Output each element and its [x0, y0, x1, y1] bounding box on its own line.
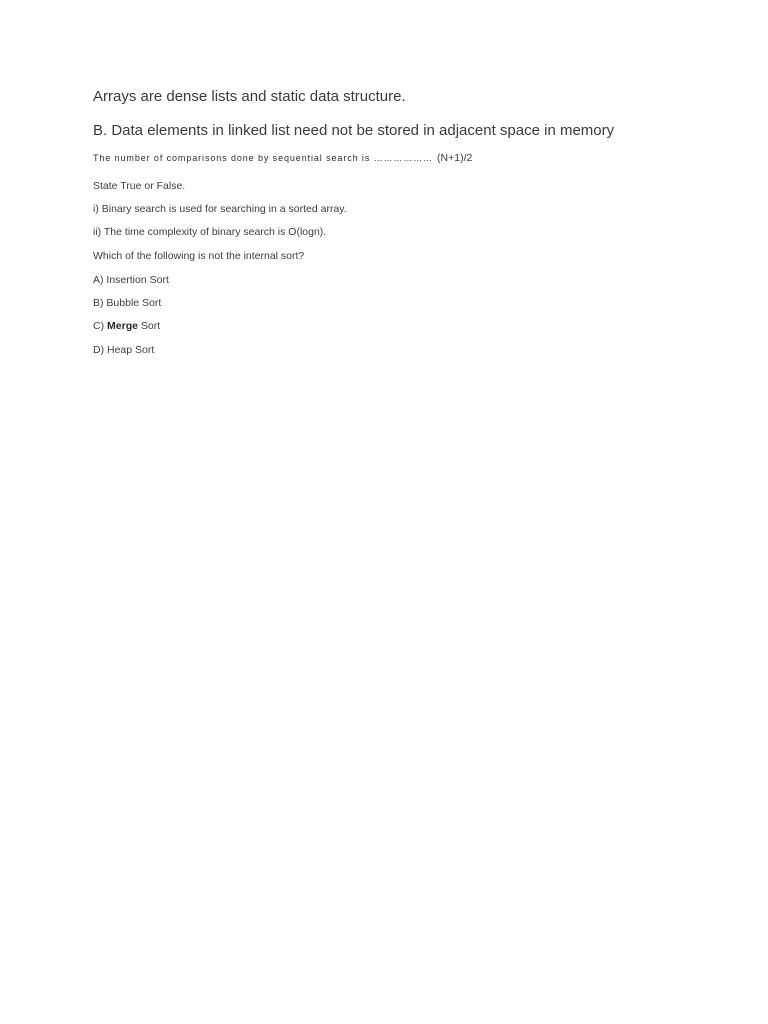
answer-sequential: (N+1)/2	[437, 152, 473, 164]
question-sequential-search	[93, 152, 472, 164]
question-sequential-text: The number of comparisons done by sequential search is ………………	[93, 153, 434, 163]
mcq-option-c-prefix: C)	[93, 320, 105, 332]
mcq-option-a: A) Insertion Sort	[93, 274, 169, 286]
statement-linked-list: B. Data elements in linked list need not be stored in adjacent space in memory	[93, 122, 615, 139]
mcq-option-c-suffix: Sort	[140, 320, 161, 332]
mcq-option-d: D) Heap Sort	[93, 344, 155, 356]
mcq-question: Which of the following is not the internal sort?	[93, 250, 305, 262]
true-false-item: ii) The time complexity of binary search is O(logn).	[93, 226, 327, 238]
true-false-item: i) Binary search is used for searching in a sorted array.	[93, 203, 347, 215]
true-false-title: State True or False.	[93, 180, 186, 192]
mcq-option-c-bold: Merge	[107, 320, 138, 332]
mcq-option-b: B) Bubble Sort	[93, 297, 162, 309]
statement-arrays: Arrays are dense lists and static data structure.	[93, 88, 406, 105]
mcq-option-c	[93, 320, 160, 332]
